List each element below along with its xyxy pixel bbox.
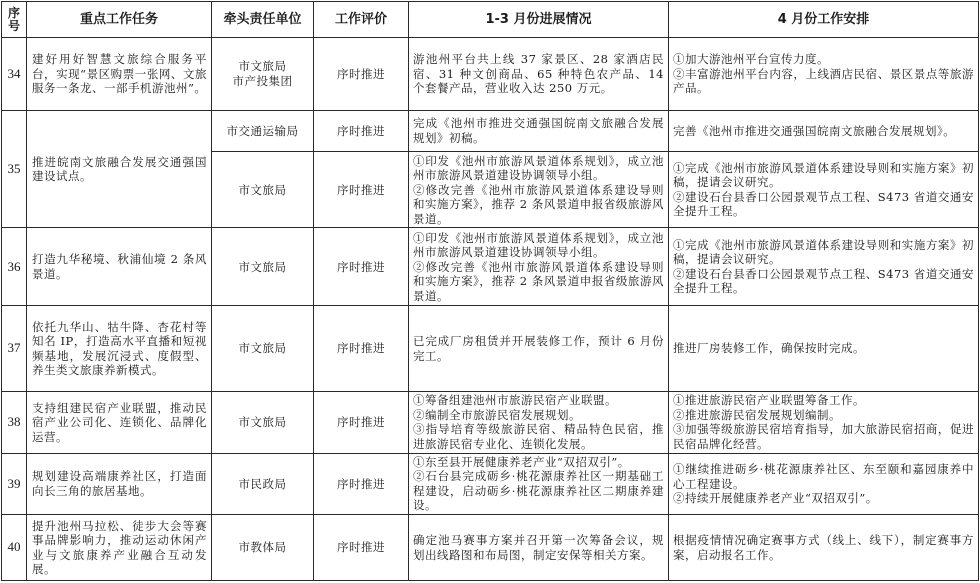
plan-item: ①完成《池州市旅游风景道体系建设导则和实施方案》初稿，提请会议研究。 bbox=[673, 160, 974, 190]
progress-item: ②石台县完成砺乡·桃花源康养社区一期基础工程建设，启动砺乡·桃花源康养社区二期康养建设。 bbox=[413, 469, 664, 513]
table-row bbox=[2, 110, 979, 151]
unit-cell bbox=[212, 392, 314, 454]
plan-item: 完善《池州市推进交通强国皖南文旅融合发展规划》。 bbox=[673, 123, 956, 138]
unit-name: 市文旅局 bbox=[238, 259, 287, 274]
unit-cell bbox=[212, 453, 314, 515]
header-task: 重点工作任务 bbox=[27, 2, 212, 38]
table-row bbox=[2, 38, 979, 111]
table-row bbox=[2, 453, 979, 515]
eval-cell: 序时推进 bbox=[314, 453, 409, 515]
row-number: 34 bbox=[2, 38, 27, 111]
row-number: 37 bbox=[2, 306, 27, 392]
plan-item: 推进厂房装修工作，确保按时完成。 bbox=[673, 341, 865, 356]
progress-cell bbox=[409, 152, 669, 228]
eval-cell: 序时推进 bbox=[314, 306, 409, 392]
unit-cell bbox=[212, 110, 314, 151]
plan-item: ②建设石台县香口公园景观节点工程、S473 省道交通安全提升工程。 bbox=[673, 266, 974, 296]
plan-cell bbox=[669, 453, 979, 515]
plan-item: 根据疫情情况确定赛事方式（线上、线下），制定赛事方案，启动报名工作。 bbox=[673, 533, 974, 562]
plan-item: ①完成《池州市旅游风景道体系建设导则和实施方案》初稿，提请会议研究。 bbox=[673, 237, 974, 267]
table-row bbox=[2, 306, 979, 392]
unit-cell bbox=[212, 152, 314, 228]
eval-cell: 序时推进 bbox=[314, 228, 409, 306]
progress-item: ②修改完善《池州市旅游风景道体系建设导则和实施方案》，推荐 2 条风景道申报省级旅游风景道。 bbox=[413, 259, 664, 303]
progress-item: ①筹备组建池州市旅游民宿产业联盟。 bbox=[413, 393, 617, 408]
progress-cell bbox=[409, 515, 669, 581]
row-number: 38 bbox=[2, 392, 27, 454]
plan-cell bbox=[669, 152, 979, 228]
plan-cell bbox=[669, 515, 979, 581]
progress-item: ②修改完善《池州市旅游风景道体系建设导则和实施方案》，推荐 2 条风景道申报省级旅游风景道。 bbox=[413, 182, 664, 226]
header-row bbox=[2, 2, 979, 38]
plan-item: ①加大游池州平台宣传力度。 bbox=[673, 52, 829, 67]
eval-cell: 序时推进 bbox=[314, 152, 409, 228]
plan-item: ③加强等级旅游民宿培育指导，加大旅游民宿招商，促进民宿品牌化经营。 bbox=[673, 422, 974, 451]
work-progress-table bbox=[1, 1, 979, 581]
plan-item: ②推进旅游民宿发展规划编制。 bbox=[673, 407, 841, 422]
progress-cell bbox=[409, 306, 669, 392]
progress-cell bbox=[409, 38, 669, 111]
plan-item: ①推进旅游民宿产业联盟筹备工作。 bbox=[673, 393, 865, 408]
plan-cell bbox=[669, 306, 979, 392]
task-cell: 支持组建民宿产业联盟，推动民宿产业公司化、连锁化、品牌化运营。 bbox=[27, 392, 212, 454]
header-no: 序号 bbox=[2, 2, 27, 38]
unit-name: 市交通运输局 bbox=[226, 123, 299, 138]
unit-name: 市教体局 bbox=[238, 540, 287, 555]
task-cell: 建好用好智慧文旅综合服务平台，实现“景区购票一张网、文旅服务一条龙、一部手机游池州”。 bbox=[27, 38, 212, 111]
progress-item: ①印发《池州市旅游风景道体系规划》，成立池州市旅游风景道建设协调领导小组。 bbox=[413, 230, 664, 260]
row-number: 39 bbox=[2, 453, 27, 515]
unit-cell bbox=[212, 515, 314, 581]
progress-cell bbox=[409, 453, 669, 515]
header-plan: 4 月份工作安排 bbox=[669, 2, 979, 38]
unit-name: 市民政局 bbox=[238, 476, 287, 491]
task-cell: 规划建设高端康养社区，打造面向长三角的旅居基地。 bbox=[27, 453, 212, 515]
plan-cell bbox=[669, 228, 979, 306]
task-cell: 提升池州马拉松、徒步大会等赛事品牌影响力，推动运动休闲产业与文旅康养产业融合互动发展。 bbox=[27, 515, 212, 581]
unit-name: 市文旅局 bbox=[238, 415, 287, 430]
eval-cell: 序时推进 bbox=[314, 38, 409, 111]
unit-cell bbox=[212, 38, 314, 111]
eval-cell: 序时推进 bbox=[314, 110, 409, 151]
progress-item: 游池州平台共上线 37 家景区、28 家酒店民宿、31 种文创商品、65 种特色农产品、14 个套餐产品，营业收入达 250 万元。 bbox=[413, 52, 664, 96]
table-row bbox=[2, 515, 979, 581]
progress-item: ①东至县开展健康养老产业“双招双引”。 bbox=[413, 454, 630, 469]
plan-cell bbox=[669, 38, 979, 111]
task-cell: 推进皖南文旅融合发展交通强国建设试点。 bbox=[27, 110, 212, 228]
table-row bbox=[2, 228, 979, 306]
plan-item: ①继续推进砺乡·桃花源康养社区、东至颐和嘉园康养中心工程建设。 bbox=[673, 462, 974, 491]
table-row bbox=[2, 392, 979, 454]
progress-cell bbox=[409, 110, 669, 151]
progress-cell bbox=[409, 392, 669, 454]
header-progress: 1-3 月份进展情况 bbox=[409, 2, 669, 38]
progress-item: ②编制全市旅游民宿发展规划。 bbox=[413, 407, 581, 422]
row-number: 35 bbox=[2, 110, 27, 228]
unit-cell bbox=[212, 228, 314, 306]
progress-item: ①印发《池州市旅游风景道体系规划》，成立池州市旅游风景道建设协调领导小组。 bbox=[413, 153, 664, 183]
progress-item: 确定池马赛事方案并召开第一次筹备会议，规划出线路图和布局图，制定安保等相关方案。 bbox=[413, 533, 664, 562]
progress-item: 完成《池州市推进交通强国皖南文旅融合发展规划》初稿。 bbox=[413, 116, 664, 145]
plan-item: ②持续开展健康养老产业“双招双引”。 bbox=[673, 491, 878, 506]
row-number: 36 bbox=[2, 228, 27, 306]
eval-cell: 序时推进 bbox=[314, 515, 409, 581]
unit-name: 市文旅局 bbox=[238, 182, 287, 197]
task-cell: 打造九华秘境、秋浦仙境 2 条风景道。 bbox=[27, 228, 212, 306]
progress-cell bbox=[409, 228, 669, 306]
plan-cell bbox=[669, 110, 979, 151]
eval-cell: 序时推进 bbox=[314, 392, 409, 454]
unit-name: 市文旅局 bbox=[238, 59, 287, 74]
unit-name: 市文旅局 bbox=[238, 341, 287, 356]
header-unit: 牵头责任单位 bbox=[212, 2, 314, 38]
plan-cell bbox=[669, 392, 979, 454]
task-cell: 依托九华山、牯牛降、杏花村等知名 IP，打造高水平直播和短视频基地，发展沉浸式、度假型、养生类文旅康养新模式。 bbox=[27, 306, 212, 392]
plan-item: ②丰富游池州平台内容，上线酒店民宿、景区景点等旅游产品。 bbox=[673, 66, 974, 96]
header-eval: 工作评价 bbox=[314, 2, 409, 38]
unit-name: 市产投集团 bbox=[232, 73, 293, 88]
row-number: 40 bbox=[2, 515, 27, 581]
unit-cell bbox=[212, 306, 314, 392]
progress-item: 已完成厂房租赁并开展装修工作，预计 6 月份完工。 bbox=[413, 334, 664, 363]
progress-item: ③指导培育等级旅游民宿、精品特色民宿，推进旅游民宿专业化、连锁化发展。 bbox=[413, 422, 664, 451]
plan-item: ②建设石台县香口公园景观节点工程、S473 省道交通安全提升工程。 bbox=[673, 189, 974, 219]
